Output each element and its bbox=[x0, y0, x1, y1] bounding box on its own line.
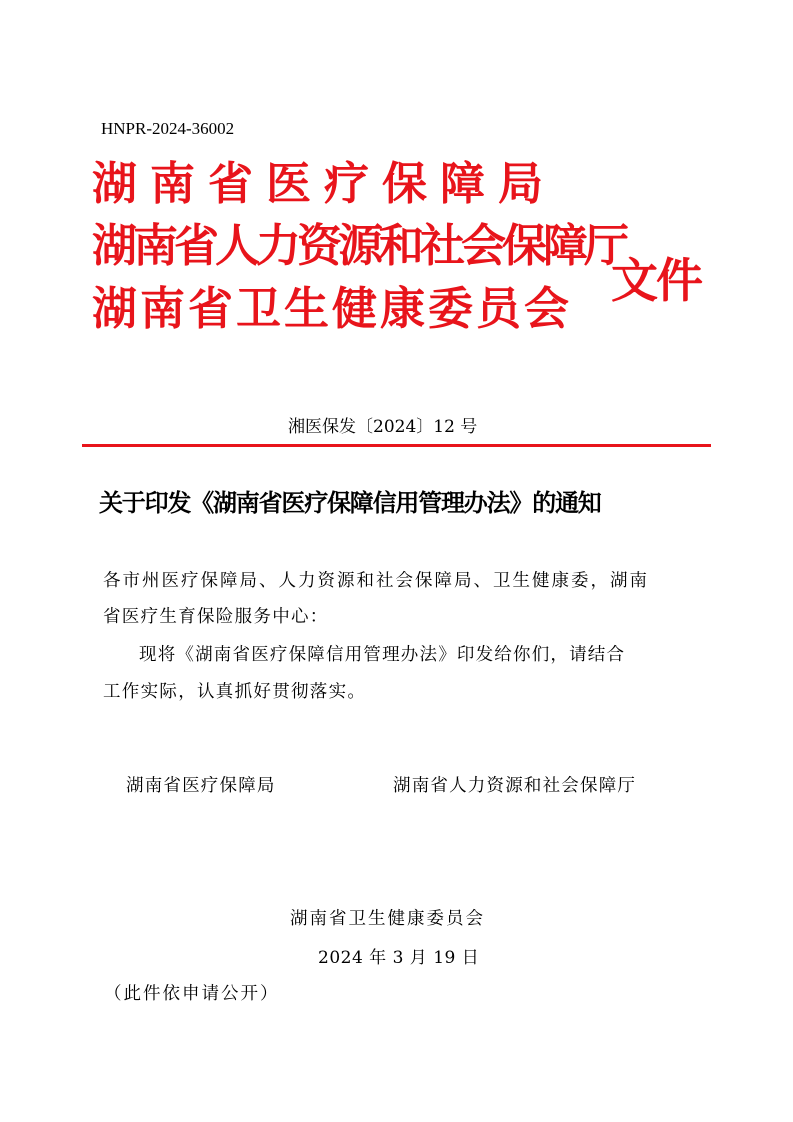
body-line: 各市州医疗保障局、人力资源和社会保障局、卫生健康委，湖南 bbox=[103, 571, 649, 591]
body-line: 现将《湖南省医疗保障信用管理办法》印发给你们，请结合 bbox=[139, 645, 626, 665]
issue-date: 2024 年 3 月 19 日 bbox=[318, 948, 480, 968]
agency-name-medical-security: 湖南省医疗保障局 bbox=[92, 157, 557, 210]
document-number: 湘医保发〔2024〕12 号 bbox=[288, 417, 478, 437]
body-line: 省医疗生育保险服务中心： bbox=[103, 607, 329, 627]
body-line: 工作实际，认真抓好贯彻落实。 bbox=[103, 682, 367, 702]
signature-health-commission: 湖南省卫生健康委员会 bbox=[290, 909, 485, 929]
signature-human-resources: 湖南省人力资源和社会保障厅 bbox=[393, 776, 637, 796]
disclosure-note: （此件依申请公开） bbox=[104, 984, 280, 1004]
signature-medical-security: 湖南省医疗保障局 bbox=[126, 776, 276, 796]
document-suffix: 文件 bbox=[611, 254, 701, 309]
red-divider-line bbox=[82, 444, 711, 447]
document-title: 关于印发《湖南省医疗保障信用管理办法》的通知 bbox=[99, 488, 601, 517]
agency-name-human-resources: 湖南省人力资源和社会保障厅 bbox=[92, 219, 626, 272]
agency-name-health-commission: 湖南省卫生健康委员会 bbox=[92, 282, 573, 335]
document-id: HNPR-2024-36002 bbox=[101, 119, 235, 138]
